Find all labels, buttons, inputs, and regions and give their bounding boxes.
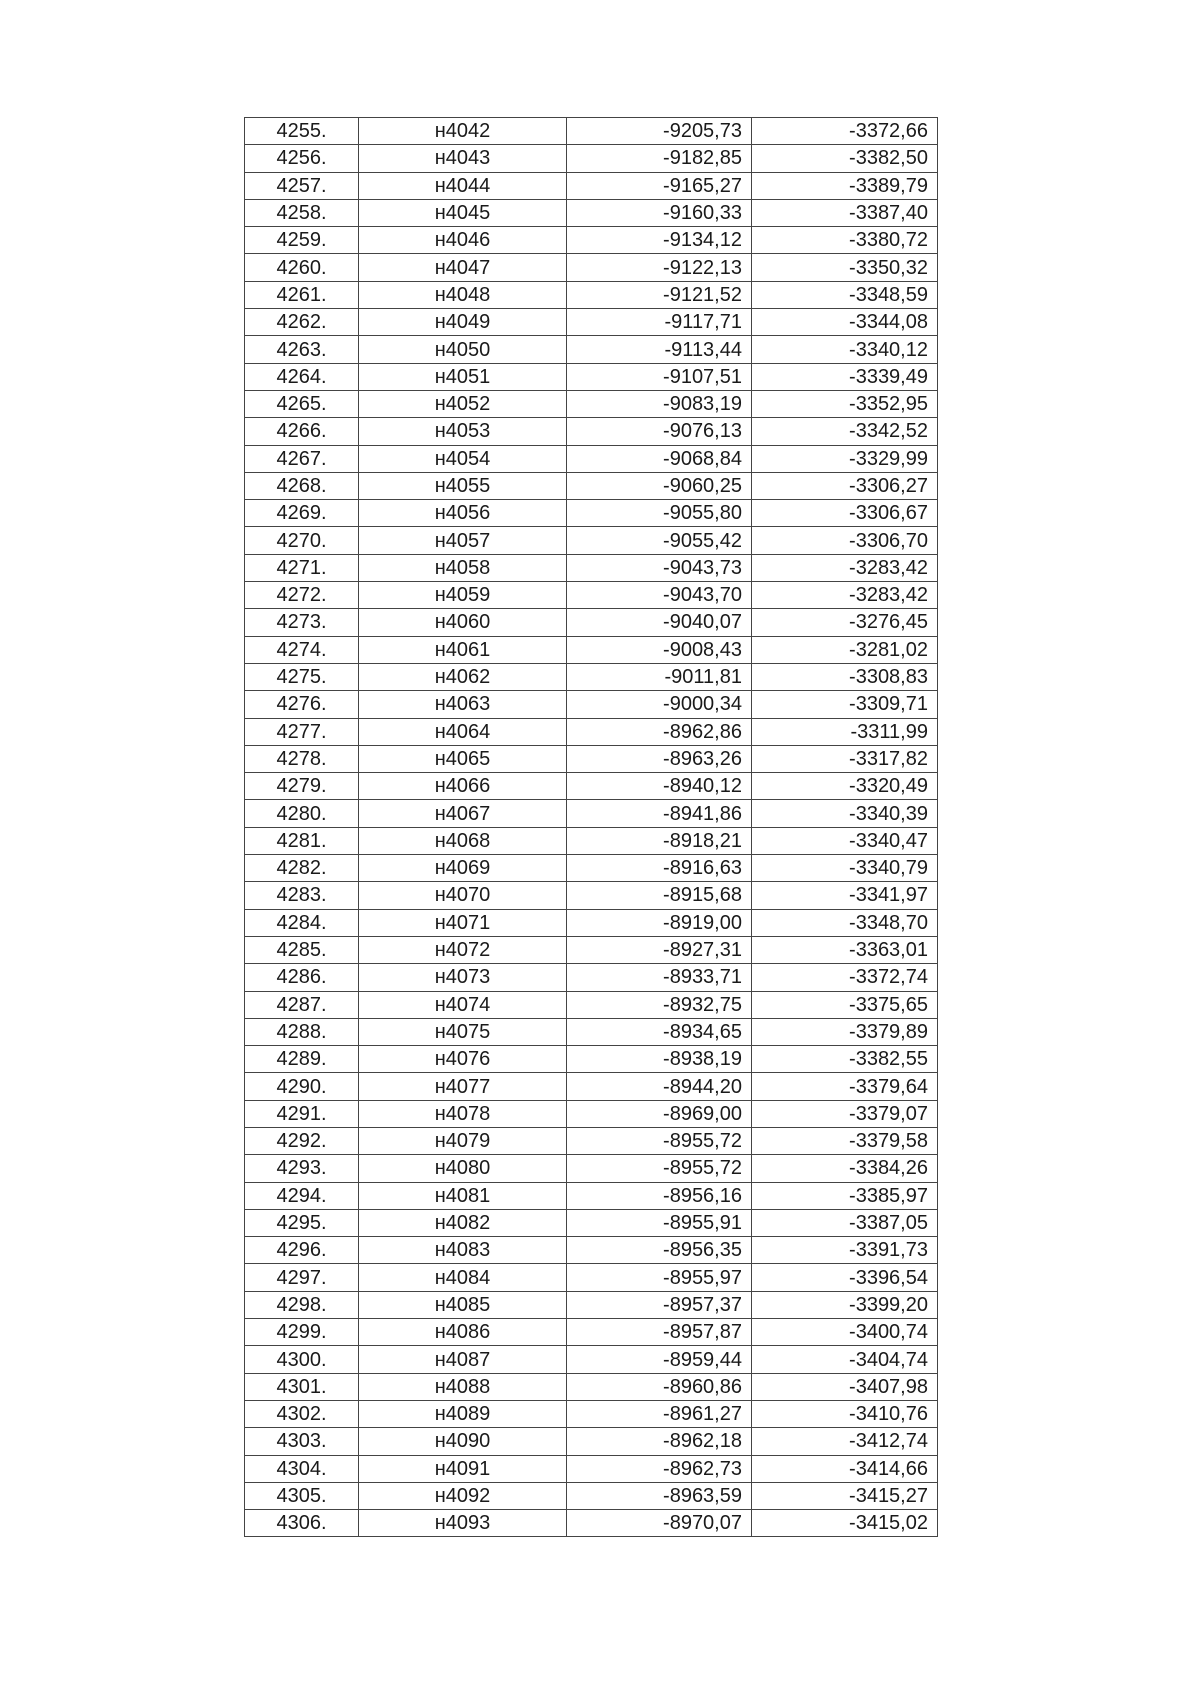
point-name-cell: н4071 bbox=[359, 909, 567, 936]
point-name-cell: н4062 bbox=[359, 663, 567, 690]
point-name-cell: н4080 bbox=[359, 1155, 567, 1182]
table-row bbox=[245, 991, 938, 1018]
y-coordinate-cell: -3415,27 bbox=[752, 1482, 938, 1509]
y-coordinate-cell: -3309,71 bbox=[752, 691, 938, 718]
row-number-cell: 4281. bbox=[245, 827, 359, 854]
x-coordinate-cell: -8934,65 bbox=[567, 1018, 752, 1045]
point-name-cell: н4083 bbox=[359, 1237, 567, 1264]
x-coordinate-cell: -8962,86 bbox=[567, 718, 752, 745]
row-number-cell: 4262. bbox=[245, 309, 359, 336]
table-row bbox=[245, 582, 938, 609]
row-number-cell: 4292. bbox=[245, 1127, 359, 1154]
x-coordinate-cell: -8962,18 bbox=[567, 1428, 752, 1455]
x-coordinate-cell: -8957,87 bbox=[567, 1319, 752, 1346]
y-coordinate-cell: -3350,32 bbox=[752, 254, 938, 281]
table-row bbox=[245, 1373, 938, 1400]
point-name-cell: н4049 bbox=[359, 309, 567, 336]
y-coordinate-cell: -3317,82 bbox=[752, 745, 938, 772]
point-name-cell: н4064 bbox=[359, 718, 567, 745]
table-row bbox=[245, 636, 938, 663]
x-coordinate-cell: -8955,72 bbox=[567, 1127, 752, 1154]
row-number-cell: 4296. bbox=[245, 1237, 359, 1264]
row-number-cell: 4283. bbox=[245, 882, 359, 909]
table-row bbox=[245, 1400, 938, 1427]
point-name-cell: н4059 bbox=[359, 582, 567, 609]
x-coordinate-cell: -8969,00 bbox=[567, 1100, 752, 1127]
y-coordinate-cell: -3340,79 bbox=[752, 855, 938, 882]
x-coordinate-cell: -8940,12 bbox=[567, 773, 752, 800]
table-row bbox=[245, 227, 938, 254]
y-coordinate-cell: -3410,76 bbox=[752, 1400, 938, 1427]
x-coordinate-cell: -9160,33 bbox=[567, 199, 752, 226]
table-row bbox=[245, 855, 938, 882]
y-coordinate-cell: -3387,05 bbox=[752, 1209, 938, 1236]
table-row bbox=[245, 527, 938, 554]
table-row bbox=[245, 336, 938, 363]
point-name-cell: н4068 bbox=[359, 827, 567, 854]
table-row bbox=[245, 1100, 938, 1127]
point-name-cell: н4086 bbox=[359, 1319, 567, 1346]
point-name-cell: н4061 bbox=[359, 636, 567, 663]
x-coordinate-cell: -8963,59 bbox=[567, 1482, 752, 1509]
point-name-cell: н4066 bbox=[359, 773, 567, 800]
x-coordinate-cell: -8959,44 bbox=[567, 1346, 752, 1373]
row-number-cell: 4261. bbox=[245, 281, 359, 308]
row-number-cell: 4274. bbox=[245, 636, 359, 663]
table-row bbox=[245, 1319, 938, 1346]
point-name-cell: н4054 bbox=[359, 445, 567, 472]
table-row bbox=[245, 1482, 938, 1509]
table-row bbox=[245, 1346, 938, 1373]
y-coordinate-cell: -3340,47 bbox=[752, 827, 938, 854]
row-number-cell: 4272. bbox=[245, 582, 359, 609]
point-name-cell: н4088 bbox=[359, 1373, 567, 1400]
x-coordinate-cell: -8955,91 bbox=[567, 1209, 752, 1236]
x-coordinate-cell: -9076,13 bbox=[567, 418, 752, 445]
point-name-cell: н4065 bbox=[359, 745, 567, 772]
row-number-cell: 4256. bbox=[245, 145, 359, 172]
x-coordinate-cell: -9011,81 bbox=[567, 663, 752, 690]
y-coordinate-cell: -3414,66 bbox=[752, 1455, 938, 1482]
table-row bbox=[245, 718, 938, 745]
row-number-cell: 4298. bbox=[245, 1291, 359, 1318]
x-coordinate-cell: -9117,71 bbox=[567, 309, 752, 336]
point-name-cell: н4074 bbox=[359, 991, 567, 1018]
point-name-cell: н4082 bbox=[359, 1209, 567, 1236]
x-coordinate-cell: -9134,12 bbox=[567, 227, 752, 254]
point-name-cell: н4075 bbox=[359, 1018, 567, 1045]
point-name-cell: н4087 bbox=[359, 1346, 567, 1373]
point-name-cell: н4069 bbox=[359, 855, 567, 882]
x-coordinate-cell: -9068,84 bbox=[567, 445, 752, 472]
x-coordinate-cell: -8933,71 bbox=[567, 964, 752, 991]
coordinates-table-body bbox=[245, 118, 938, 1537]
table-row bbox=[245, 1018, 938, 1045]
table-row bbox=[245, 363, 938, 390]
point-name-cell: н4078 bbox=[359, 1100, 567, 1127]
table-row bbox=[245, 800, 938, 827]
point-name-cell: н4073 bbox=[359, 964, 567, 991]
y-coordinate-cell: -3283,42 bbox=[752, 582, 938, 609]
x-coordinate-cell: -8938,19 bbox=[567, 1046, 752, 1073]
y-coordinate-cell: -3399,20 bbox=[752, 1291, 938, 1318]
x-coordinate-cell: -8915,68 bbox=[567, 882, 752, 909]
x-coordinate-cell: -9055,80 bbox=[567, 500, 752, 527]
table-row bbox=[245, 909, 938, 936]
x-coordinate-cell: -8955,97 bbox=[567, 1264, 752, 1291]
y-coordinate-cell: -3340,12 bbox=[752, 336, 938, 363]
row-number-cell: 4273. bbox=[245, 609, 359, 636]
row-number-cell: 4287. bbox=[245, 991, 359, 1018]
point-name-cell: н4050 bbox=[359, 336, 567, 363]
y-coordinate-cell: -3340,39 bbox=[752, 800, 938, 827]
point-name-cell: н4044 bbox=[359, 172, 567, 199]
y-coordinate-cell: -3387,40 bbox=[752, 199, 938, 226]
point-name-cell: н4052 bbox=[359, 390, 567, 417]
table-row bbox=[245, 1155, 938, 1182]
point-name-cell: н4084 bbox=[359, 1264, 567, 1291]
x-coordinate-cell: -9000,34 bbox=[567, 691, 752, 718]
row-number-cell: 4267. bbox=[245, 445, 359, 472]
x-coordinate-cell: -9055,42 bbox=[567, 527, 752, 554]
y-coordinate-cell: -3344,08 bbox=[752, 309, 938, 336]
table-row bbox=[245, 1428, 938, 1455]
table-row bbox=[245, 1291, 938, 1318]
row-number-cell: 4260. bbox=[245, 254, 359, 281]
x-coordinate-cell: -8956,16 bbox=[567, 1182, 752, 1209]
row-number-cell: 4286. bbox=[245, 964, 359, 991]
row-number-cell: 4282. bbox=[245, 855, 359, 882]
point-name-cell: н4058 bbox=[359, 554, 567, 581]
row-number-cell: 4271. bbox=[245, 554, 359, 581]
y-coordinate-cell: -3379,64 bbox=[752, 1073, 938, 1100]
table-row bbox=[245, 472, 938, 499]
x-coordinate-cell: -9040,07 bbox=[567, 609, 752, 636]
y-coordinate-cell: -3329,99 bbox=[752, 445, 938, 472]
table-row bbox=[245, 309, 938, 336]
y-coordinate-cell: -3276,45 bbox=[752, 609, 938, 636]
table-row bbox=[245, 964, 938, 991]
row-number-cell: 4265. bbox=[245, 390, 359, 417]
point-name-cell: н4056 bbox=[359, 500, 567, 527]
table-row bbox=[245, 1209, 938, 1236]
table-row bbox=[245, 554, 938, 581]
row-number-cell: 4269. bbox=[245, 500, 359, 527]
x-coordinate-cell: -9043,73 bbox=[567, 554, 752, 581]
y-coordinate-cell: -3400,74 bbox=[752, 1319, 938, 1346]
y-coordinate-cell: -3308,83 bbox=[752, 663, 938, 690]
table-row bbox=[245, 1237, 938, 1264]
row-number-cell: 4288. bbox=[245, 1018, 359, 1045]
point-name-cell: н4063 bbox=[359, 691, 567, 718]
row-number-cell: 4258. bbox=[245, 199, 359, 226]
row-number-cell: 4301. bbox=[245, 1373, 359, 1400]
point-name-cell: н4057 bbox=[359, 527, 567, 554]
point-name-cell: н4055 bbox=[359, 472, 567, 499]
x-coordinate-cell: -8963,26 bbox=[567, 745, 752, 772]
table-row bbox=[245, 145, 938, 172]
row-number-cell: 4304. bbox=[245, 1455, 359, 1482]
table-row bbox=[245, 445, 938, 472]
x-coordinate-cell: -9205,73 bbox=[567, 118, 752, 145]
y-coordinate-cell: -3391,73 bbox=[752, 1237, 938, 1264]
x-coordinate-cell: -9043,70 bbox=[567, 582, 752, 609]
x-coordinate-cell: -8916,63 bbox=[567, 855, 752, 882]
point-name-cell: н4093 bbox=[359, 1510, 567, 1537]
row-number-cell: 4255. bbox=[245, 118, 359, 145]
y-coordinate-cell: -3404,74 bbox=[752, 1346, 938, 1373]
x-coordinate-cell: -8941,86 bbox=[567, 800, 752, 827]
row-number-cell: 4293. bbox=[245, 1155, 359, 1182]
row-number-cell: 4306. bbox=[245, 1510, 359, 1537]
row-number-cell: 4297. bbox=[245, 1264, 359, 1291]
y-coordinate-cell: -3306,70 bbox=[752, 527, 938, 554]
row-number-cell: 4285. bbox=[245, 936, 359, 963]
row-number-cell: 4299. bbox=[245, 1319, 359, 1346]
point-name-cell: н4091 bbox=[359, 1455, 567, 1482]
y-coordinate-cell: -3281,02 bbox=[752, 636, 938, 663]
table-row bbox=[245, 390, 938, 417]
row-number-cell: 4303. bbox=[245, 1428, 359, 1455]
coordinates-table bbox=[244, 117, 938, 1537]
y-coordinate-cell: -3385,97 bbox=[752, 1182, 938, 1209]
x-coordinate-cell: -8932,75 bbox=[567, 991, 752, 1018]
y-coordinate-cell: -3379,58 bbox=[752, 1127, 938, 1154]
row-number-cell: 4263. bbox=[245, 336, 359, 363]
point-name-cell: н4090 bbox=[359, 1428, 567, 1455]
point-name-cell: н4085 bbox=[359, 1291, 567, 1318]
point-name-cell: н4047 bbox=[359, 254, 567, 281]
row-number-cell: 4280. bbox=[245, 800, 359, 827]
row-number-cell: 4264. bbox=[245, 363, 359, 390]
x-coordinate-cell: -9113,44 bbox=[567, 336, 752, 363]
row-number-cell: 4278. bbox=[245, 745, 359, 772]
y-coordinate-cell: -3341,97 bbox=[752, 882, 938, 909]
row-number-cell: 4275. bbox=[245, 663, 359, 690]
row-number-cell: 4294. bbox=[245, 1182, 359, 1209]
row-number-cell: 4259. bbox=[245, 227, 359, 254]
table-row bbox=[245, 882, 938, 909]
y-coordinate-cell: -3382,50 bbox=[752, 145, 938, 172]
x-coordinate-cell: -8927,31 bbox=[567, 936, 752, 963]
row-number-cell: 4305. bbox=[245, 1482, 359, 1509]
x-coordinate-cell: -9107,51 bbox=[567, 363, 752, 390]
row-number-cell: 4279. bbox=[245, 773, 359, 800]
x-coordinate-cell: -8919,00 bbox=[567, 909, 752, 936]
row-number-cell: 4270. bbox=[245, 527, 359, 554]
y-coordinate-cell: -3372,74 bbox=[752, 964, 938, 991]
y-coordinate-cell: -3396,54 bbox=[752, 1264, 938, 1291]
y-coordinate-cell: -3372,66 bbox=[752, 118, 938, 145]
y-coordinate-cell: -3380,72 bbox=[752, 227, 938, 254]
table-row bbox=[245, 281, 938, 308]
table-row bbox=[245, 691, 938, 718]
row-number-cell: 4257. bbox=[245, 172, 359, 199]
y-coordinate-cell: -3389,79 bbox=[752, 172, 938, 199]
row-number-cell: 4289. bbox=[245, 1046, 359, 1073]
point-name-cell: н4079 bbox=[359, 1127, 567, 1154]
row-number-cell: 4290. bbox=[245, 1073, 359, 1100]
point-name-cell: н4045 bbox=[359, 199, 567, 226]
point-name-cell: н4081 bbox=[359, 1182, 567, 1209]
table-row bbox=[245, 254, 938, 281]
y-coordinate-cell: -3348,70 bbox=[752, 909, 938, 936]
table-row bbox=[245, 172, 938, 199]
point-name-cell: н4089 bbox=[359, 1400, 567, 1427]
y-coordinate-cell: -3415,02 bbox=[752, 1510, 938, 1537]
x-coordinate-cell: -8944,20 bbox=[567, 1073, 752, 1100]
point-name-cell: н4060 bbox=[359, 609, 567, 636]
point-name-cell: н4077 bbox=[359, 1073, 567, 1100]
x-coordinate-cell: -8918,21 bbox=[567, 827, 752, 854]
table-row bbox=[245, 199, 938, 226]
table-row bbox=[245, 418, 938, 445]
x-coordinate-cell: -9008,43 bbox=[567, 636, 752, 663]
y-coordinate-cell: -3382,55 bbox=[752, 1046, 938, 1073]
x-coordinate-cell: -8962,73 bbox=[567, 1455, 752, 1482]
row-number-cell: 4266. bbox=[245, 418, 359, 445]
x-coordinate-cell: -8955,72 bbox=[567, 1155, 752, 1182]
y-coordinate-cell: -3320,49 bbox=[752, 773, 938, 800]
table-row bbox=[245, 1127, 938, 1154]
x-coordinate-cell: -9182,85 bbox=[567, 145, 752, 172]
y-coordinate-cell: -3352,95 bbox=[752, 390, 938, 417]
table-row bbox=[245, 773, 938, 800]
point-name-cell: н4046 bbox=[359, 227, 567, 254]
y-coordinate-cell: -3379,89 bbox=[752, 1018, 938, 1045]
y-coordinate-cell: -3384,26 bbox=[752, 1155, 938, 1182]
point-name-cell: н4042 bbox=[359, 118, 567, 145]
table-row bbox=[245, 1510, 938, 1537]
y-coordinate-cell: -3283,42 bbox=[752, 554, 938, 581]
point-name-cell: н4053 bbox=[359, 418, 567, 445]
point-name-cell: н4048 bbox=[359, 281, 567, 308]
row-number-cell: 4291. bbox=[245, 1100, 359, 1127]
table-row bbox=[245, 500, 938, 527]
y-coordinate-cell: -3412,74 bbox=[752, 1428, 938, 1455]
x-coordinate-cell: -8957,37 bbox=[567, 1291, 752, 1318]
x-coordinate-cell: -9122,13 bbox=[567, 254, 752, 281]
table-row bbox=[245, 745, 938, 772]
table-row bbox=[245, 1046, 938, 1073]
row-number-cell: 4276. bbox=[245, 691, 359, 718]
table-row bbox=[245, 118, 938, 145]
point-name-cell: н4070 bbox=[359, 882, 567, 909]
row-number-cell: 4277. bbox=[245, 718, 359, 745]
y-coordinate-cell: -3306,27 bbox=[752, 472, 938, 499]
table-row bbox=[245, 1182, 938, 1209]
table-row bbox=[245, 609, 938, 636]
y-coordinate-cell: -3379,07 bbox=[752, 1100, 938, 1127]
x-coordinate-cell: -9083,19 bbox=[567, 390, 752, 417]
point-name-cell: н4051 bbox=[359, 363, 567, 390]
table-row bbox=[245, 827, 938, 854]
y-coordinate-cell: -3348,59 bbox=[752, 281, 938, 308]
table-row bbox=[245, 663, 938, 690]
table-row bbox=[245, 1455, 938, 1482]
x-coordinate-cell: -8960,86 bbox=[567, 1373, 752, 1400]
y-coordinate-cell: -3375,65 bbox=[752, 991, 938, 1018]
x-coordinate-cell: -9121,52 bbox=[567, 281, 752, 308]
row-number-cell: 4295. bbox=[245, 1209, 359, 1236]
row-number-cell: 4302. bbox=[245, 1400, 359, 1427]
y-coordinate-cell: -3311,99 bbox=[752, 718, 938, 745]
point-name-cell: н4067 bbox=[359, 800, 567, 827]
row-number-cell: 4284. bbox=[245, 909, 359, 936]
x-coordinate-cell: -8956,35 bbox=[567, 1237, 752, 1264]
point-name-cell: н4092 bbox=[359, 1482, 567, 1509]
x-coordinate-cell: -8961,27 bbox=[567, 1400, 752, 1427]
y-coordinate-cell: -3339,49 bbox=[752, 363, 938, 390]
y-coordinate-cell: -3306,67 bbox=[752, 500, 938, 527]
point-name-cell: н4043 bbox=[359, 145, 567, 172]
y-coordinate-cell: -3363,01 bbox=[752, 936, 938, 963]
y-coordinate-cell: -3407,98 bbox=[752, 1373, 938, 1400]
x-coordinate-cell: -9060,25 bbox=[567, 472, 752, 499]
x-coordinate-cell: -9165,27 bbox=[567, 172, 752, 199]
point-name-cell: н4072 bbox=[359, 936, 567, 963]
y-coordinate-cell: -3342,52 bbox=[752, 418, 938, 445]
table-row bbox=[245, 1264, 938, 1291]
row-number-cell: 4300. bbox=[245, 1346, 359, 1373]
x-coordinate-cell: -8970,07 bbox=[567, 1510, 752, 1537]
point-name-cell: н4076 bbox=[359, 1046, 567, 1073]
table-row bbox=[245, 1073, 938, 1100]
row-number-cell: 4268. bbox=[245, 472, 359, 499]
table-row bbox=[245, 936, 938, 963]
